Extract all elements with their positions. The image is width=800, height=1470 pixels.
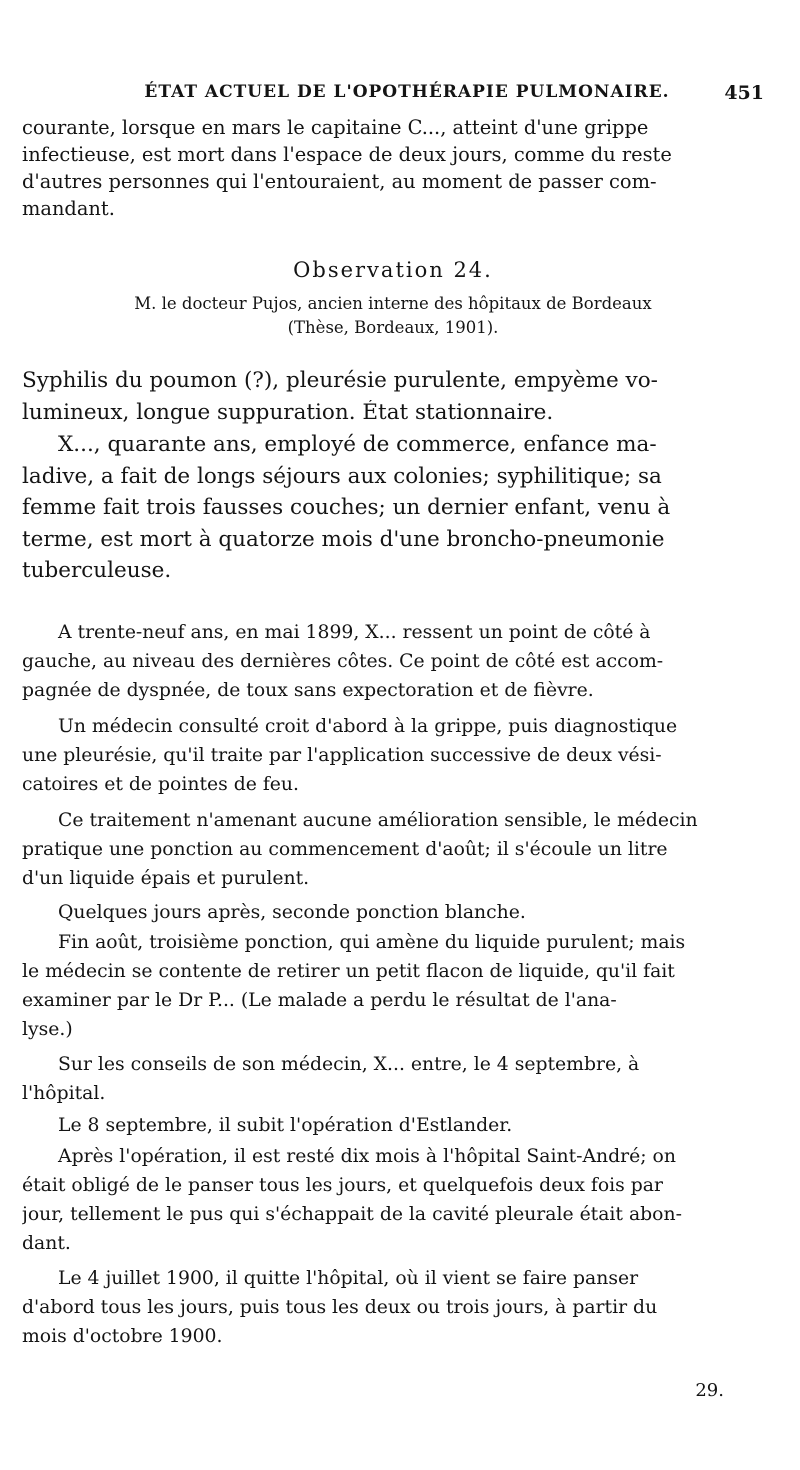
text-line: mois d'octobre 1900. bbox=[22, 1326, 223, 1347]
running-title: ÉTAT ACTUEL DE L'OPOTHÉRAPIE PULMONAIRE. bbox=[144, 82, 670, 102]
signature-mark: 29. bbox=[695, 1380, 724, 1401]
text-line: d'autres personnes qui l'entouraient, au moment de passer com- bbox=[22, 170, 657, 193]
text-line: pratique une ponction au commencement d'août; il s'écoule un litre bbox=[22, 839, 668, 860]
paragraph-6 bbox=[22, 1054, 764, 1112]
paragraph-9 bbox=[22, 1268, 764, 1355]
text-line: mandant. bbox=[22, 197, 115, 220]
text-line: était obligé de le panser tous les jours, et quelquefois deux fois par bbox=[22, 1175, 663, 1196]
paragraph-4 bbox=[22, 902, 764, 931]
text-line: d'un liquide épais et purulent. bbox=[22, 868, 310, 889]
text-line: X..., quarante ans, employé de commerce, enfance ma- bbox=[58, 432, 657, 457]
text-line: catoires et de pointes de feu. bbox=[22, 774, 299, 795]
text-line: terme, est mort à quatorze mois d'une broncho-pneumonie bbox=[22, 526, 665, 552]
text-line: Syphilis du poumon (?), pleurésie purulente, empyème vo- bbox=[22, 368, 658, 393]
text-line: lyse.) bbox=[22, 1019, 73, 1040]
page-number: 451 bbox=[724, 82, 764, 104]
observation-title: Observation 24. bbox=[293, 258, 493, 282]
text-line: le médecin se contente de retirer un petit flacon de liquide, qu'il fait bbox=[22, 961, 675, 982]
text-line: Fin août, troisième ponction, qui amène du liquide purulent; mais bbox=[58, 932, 686, 953]
text-line: jour, tellement le pus qui s'échappait de la cavité pleurale était abon- bbox=[22, 1204, 682, 1225]
text-line: infectieuse, est mort dans l'espace de deux jours, comme du reste bbox=[22, 143, 672, 166]
text-line: gauche, au niveau des dernières côtes. Ce point de côté est accom- bbox=[22, 651, 664, 672]
observation-source-line: M. le docteur Pujos, ancien interne des hôpitaux de Bordeaux bbox=[134, 294, 652, 313]
text-line: femme fait trois fausses couches; un dernier enfant, venu à bbox=[22, 495, 671, 520]
text-line: Quelques jours après, seconde ponction blanche. bbox=[58, 902, 526, 923]
text-line: ladive, a fait de longs séjours aux colonies; syphilitique; sa bbox=[22, 463, 662, 489]
document-page bbox=[22, 0, 764, 1470]
history-paragraph bbox=[22, 432, 764, 590]
text-line: Après l'opération, il est resté dix mois à l'hôpital Saint-André; on bbox=[58, 1146, 676, 1167]
text-line: une pleurésie, qu'il traite par l'application successive de deux vési- bbox=[22, 745, 662, 766]
text-line: examiner par le Dr P... (Le malade a perdu le résultat de l'ana- bbox=[22, 990, 617, 1011]
text-line: l'hôpital. bbox=[22, 1083, 106, 1104]
text-line: tuberculeuse. bbox=[22, 558, 172, 583]
text-line: Sur les conseils de son médecin, X... entre, le 4 septembre, à bbox=[58, 1054, 640, 1075]
paragraph-1 bbox=[22, 622, 764, 709]
observation-source bbox=[22, 292, 764, 340]
page-header bbox=[22, 82, 764, 112]
text-line: Un médecin consulté croit d'abord à la grippe, puis diagnostique bbox=[58, 716, 678, 737]
text-line: courante, lorsque en mars le capitaine C..., atteint d'une grippe bbox=[22, 116, 649, 139]
text-line: Le 4 juillet 1900, il quitte l'hôpital, où il vient se faire panser bbox=[58, 1268, 639, 1289]
text-line: Le 8 septembre, il subit l'opération d'Estlander. bbox=[58, 1115, 513, 1136]
paragraph-3 bbox=[22, 810, 764, 897]
paragraph-5 bbox=[22, 932, 764, 1048]
observation-source-line: (Thèse, Bordeaux, 1901). bbox=[287, 318, 499, 337]
text-line: lumineux, longue suppuration. État stationnaire. bbox=[22, 399, 554, 425]
text-line: d'abord tous les jours, puis tous les deux ou trois jours, à partir du bbox=[22, 1297, 658, 1318]
paragraph-8 bbox=[22, 1146, 764, 1262]
paragraph-2 bbox=[22, 716, 764, 803]
text-line: A trente-neuf ans, en mai 1899, X... ressent un point de côté à bbox=[58, 622, 651, 643]
summary-paragraph bbox=[22, 368, 764, 431]
text-line: pagnée de dyspnée, de toux sans expectoration et de fièvre. bbox=[22, 680, 594, 701]
text-line: dant. bbox=[22, 1233, 71, 1254]
text-line: Ce traitement n'amenant aucune amélioration sensible, le médecin bbox=[58, 810, 698, 831]
paragraph-7 bbox=[22, 1115, 764, 1144]
intro-paragraph bbox=[22, 114, 764, 222]
